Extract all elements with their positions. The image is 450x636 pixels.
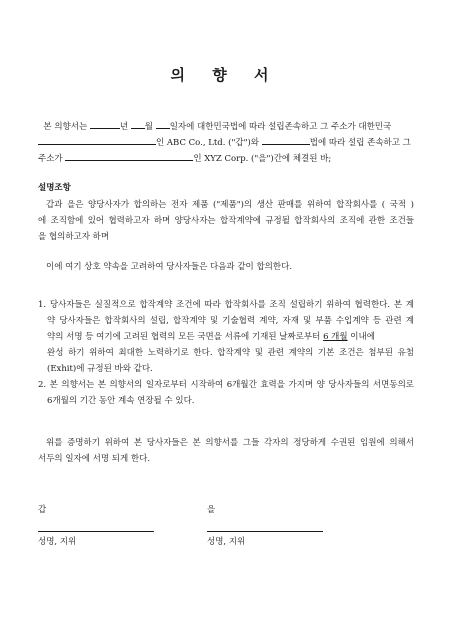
clause-2 [38, 377, 414, 409]
clause-2-line-1: 2. 본 의향서는 본 의향서의 일자로부터 시작하여 6개월간 효력을 가지며 양 당사자들의 서면동의로 [38, 380, 414, 390]
witness-line-2: 서두의 일자에 서명 되게 한다. [38, 454, 151, 464]
party-b-address-blank[interactable] [65, 151, 193, 161]
clause-1-line-2: 약 당사자들은 합작회사의 설립, 합작계약 및 기술협력 계약, 자재 및 부품 수입계약 등 관련 계 [47, 316, 414, 326]
witness-line-1: 위를 증명하기 위하여 본 당사자들은 본 의향서를 그들 각자의 정당하게 수권된 임원에 의해서 [46, 438, 414, 448]
agreement-line: 이에 여기 상호 약속을 고려하여 당사자들은 다음과 같이 합의한다. [46, 262, 293, 272]
intro-line-2: 인 ABC Co., Ltd. ("갑")와 법에 따라 설립 존속하고 그 [38, 135, 414, 151]
party-a-name-title: 성명, 지위 [38, 537, 77, 547]
clause-1-line-4: 완성 하기 위하여 최대한 노력하기로 한다. 합작계약 및 관련 계약의 기본 조건은 첨부된 유첨 [47, 348, 414, 358]
year-blank[interactable] [90, 119, 120, 129]
section-heading: 설명조항 [38, 183, 71, 193]
month-blank[interactable] [131, 119, 145, 129]
explanation-line-2: 에 조직함에 있어 협력하고자 하며 양당사자는 합작계약에 규정될 합작회사의 조직에 관한 조건들 [38, 216, 414, 226]
party-a-address-blank[interactable] [38, 135, 156, 145]
clause-1-line-5: (Exhit)에 규정된 바와 같다. [47, 364, 153, 374]
agreement-paragraph [38, 259, 414, 275]
clause-1 [38, 297, 414, 377]
party-a-signature-line[interactable] [38, 531, 154, 532]
party-b-name-title: 성명, 지위 [207, 537, 246, 547]
clause-1-line-3: 약의 서명 등 여기에 고려된 협력의 모든 국면을 서류에 기재된 날짜로부터 6 개월 이내에 [47, 332, 375, 342]
day-blank[interactable] [156, 119, 170, 129]
party-b-signature-line[interactable] [207, 531, 323, 532]
party-a-label: 갑 [38, 505, 47, 515]
party-b-country-blank[interactable] [262, 135, 310, 145]
clause-1-line-1: 1. 당사자들은 실질적으로 합작계약 조건에 따라 합작회사를 조직 설립하기 위하여 협력한다. 본 계 [38, 300, 414, 310]
clause-2-line-2: 6개월의 기간 동안 계속 연장될 수 있다. [47, 396, 195, 406]
party-b-label: 을 [207, 505, 216, 515]
document-title: 의 향 서 [170, 66, 280, 84]
explanation-paragraph [38, 197, 414, 245]
intro-line-1: 본 의향서는 년 월 일자에 대한민국법에 따라 설립존속하고 그 주소가 대한민국 [38, 119, 414, 135]
duration-blank: 6 개월 [323, 332, 348, 342]
explanation-line-1: 갑과 을은 양당사자가 합의하는 전자 제품 ("제품")의 생산 판매를 위하여 합작회사를 ( 국적 ) [46, 200, 414, 210]
intro-line-3: 주소가 인 XYZ Corp. ("을")간에 체결된 바; [38, 151, 414, 167]
intro-paragraph [38, 119, 414, 167]
witness-paragraph [38, 435, 414, 467]
explanation-line-3: 을 협의하고자 하며 [38, 232, 110, 242]
